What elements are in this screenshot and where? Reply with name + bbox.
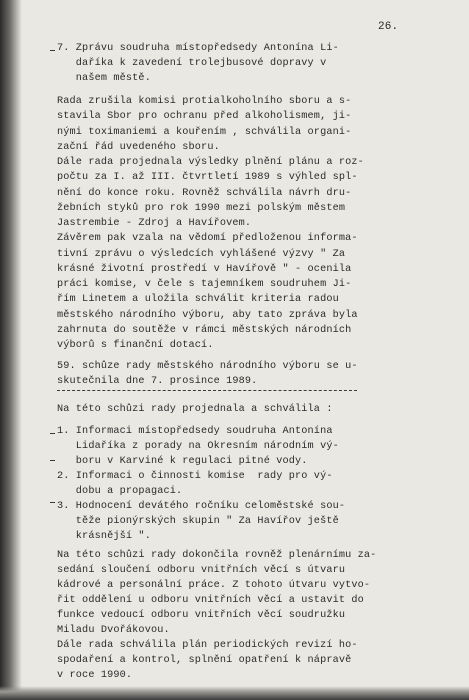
text-line: Rada zrušila komisi protialkoholního sboru a s- xyxy=(57,96,352,107)
text-line: práci komise, v čele s tajemníkem soudruhem Ji- xyxy=(57,279,352,290)
margin-dash xyxy=(50,433,55,434)
section-underline xyxy=(57,390,357,391)
text-line: Na této schůzi rady dokončila rovněž plenárnímu za- xyxy=(57,550,377,561)
text-line: Závěrem pak vzala na vědomí předloženou informa- xyxy=(57,233,358,244)
text-line: 2. Informaci o činnosti komise rady pro vý- xyxy=(57,471,333,482)
text-line: nění do konce roku. Rovněž schválila návrh dru- xyxy=(57,188,352,199)
text-line: těže pionýrských skupin " Za Havířov ještě xyxy=(57,516,339,527)
text-line: počtu za I. až III. čtvrtletí 1989 s výhled spl- xyxy=(57,172,358,183)
text-line: 1. Informaci místopředsedy soudruha Antonína xyxy=(57,426,333,437)
text-line: zační řád uvedeného sboru. xyxy=(57,142,220,153)
text-line: spodaření a kontrol, splnění opatření k nápravě xyxy=(57,655,352,666)
text-line: řím Linetem a uložila schválit kriteria radou xyxy=(57,294,339,305)
text-line: krásnější ". xyxy=(57,531,151,542)
page-number: 26. xyxy=(378,21,399,33)
text-line: Miladu Dvořákovou. xyxy=(57,625,170,636)
binding-shadow xyxy=(0,0,22,700)
text-line: sedání sloučení odboru vnitřních věcí s útvaru xyxy=(57,565,346,576)
text-line: Jastrembie - Zdroj a Havířovem. xyxy=(57,218,252,229)
text-line: Dále rada projednala výsledky plnění plánu a roz- xyxy=(57,157,364,168)
text-line: krásné životní prostředí v Havířově " - ocenila xyxy=(57,264,352,275)
margin-dash xyxy=(50,50,55,51)
text-line: stavila Sbor pro ochranu před alkoholismem, ji- xyxy=(57,111,352,122)
text-line: 3. Hodnocení devátého ročníku celoměstské sou- xyxy=(57,501,346,512)
text-line: žebních styků pro rok 1990 mezi polským městem xyxy=(57,203,346,214)
text-line: Dále rada schválila plán periodických revizí ho- xyxy=(57,640,358,651)
text-line: tivní zprávu o výsledcích vyhlášené výzvy " Za xyxy=(57,249,346,260)
text-line: zahrnuta do soutěže v rámci městských národních xyxy=(57,325,352,336)
margin-dash xyxy=(50,502,55,503)
text-line: 7. Zprávu soudruha místopředsedy Antonína Li- xyxy=(57,43,339,54)
text-line: skutečnila dne 7. prosince 1989. xyxy=(57,376,258,387)
text-line: nými toximaniemi a kouřením , schválila organi- xyxy=(57,127,352,138)
text-line: řit oddělení u odboru vnitřních věcí a ustavit do xyxy=(57,595,364,606)
text-line: kádrové a personální práce. Z tohoto útvaru vytvo- xyxy=(57,580,371,591)
text-line: našem městě. xyxy=(57,73,151,84)
page-edge-shadow xyxy=(0,686,469,700)
text-line: městského národního výboru, aby tato zpráva byla xyxy=(57,310,358,321)
text-line: 59. schůze rady městského národního výboru se u- xyxy=(57,361,358,372)
text-line: výborů s finanční dotací. xyxy=(57,340,214,351)
text-line: Lidaříka z porady na Okresním národním vý- xyxy=(57,441,339,452)
text-line: Na této schůzi rady projednala a schválila : xyxy=(57,404,333,415)
text-line: dobu a propagaci. xyxy=(57,486,183,497)
text-line: funkce vedoucí odboru vnitřních věcí soudružku xyxy=(57,610,346,621)
text-line: boru v Karviné k regulaci pitné vody. xyxy=(57,456,308,467)
margin-dash xyxy=(50,460,55,461)
text-line: v roce 1990. xyxy=(57,670,133,681)
text-line: daříka k zavedení trolejbusové dopravy v xyxy=(57,58,327,69)
